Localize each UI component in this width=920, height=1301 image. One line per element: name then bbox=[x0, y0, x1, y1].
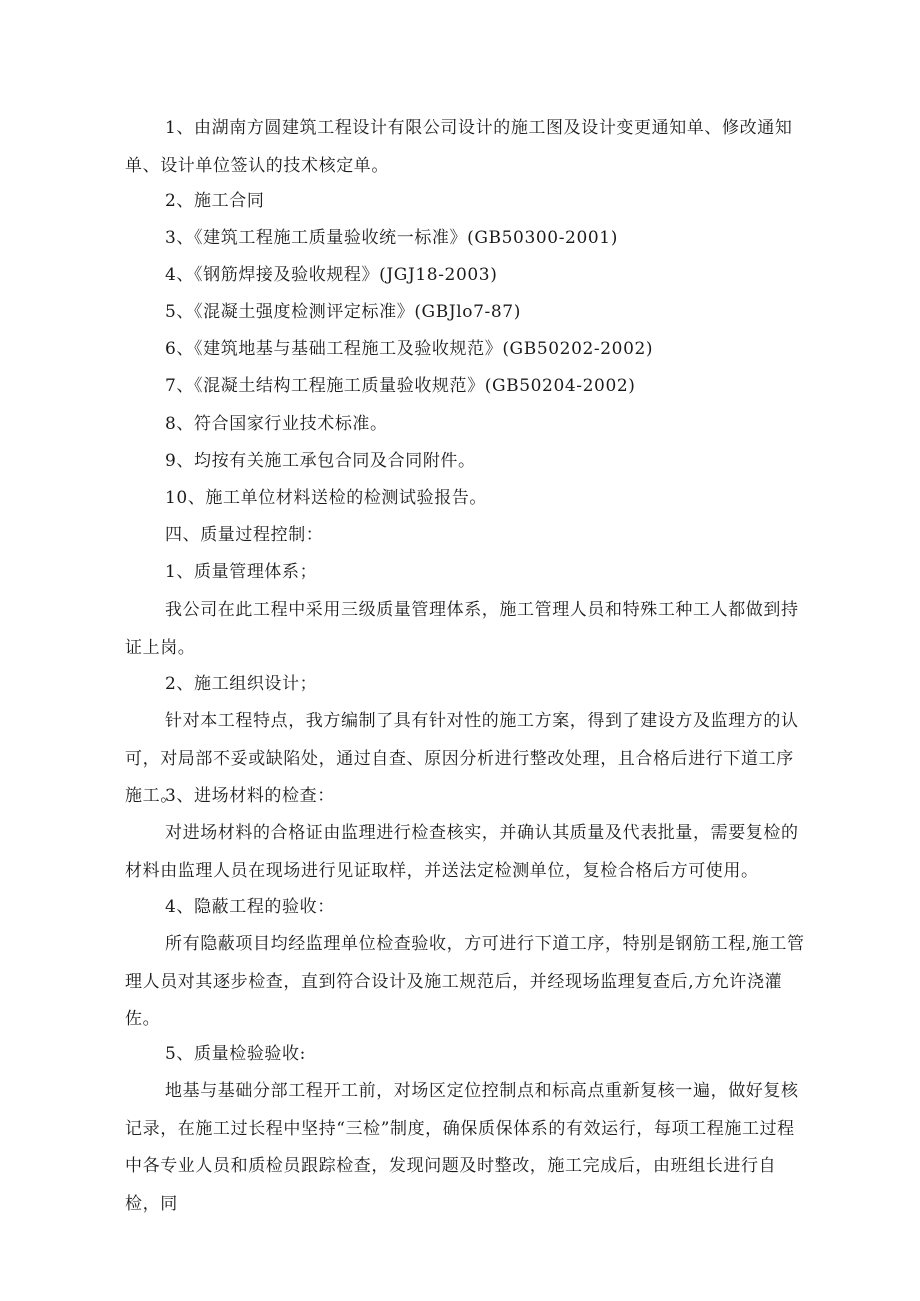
paragraph-basis-5: 5、《混凝土强度检测评定标准》(GBJlo7-87) bbox=[165, 302, 521, 322]
paragraph-construction-design: 针对本工程特点，我方编制了具有针对性的施工方案，得到了建设方及监理方的认可，对局部不妥或缺陷处，通过自查、原因分析进行整改处理，且合格后进行下道工序施工。 bbox=[125, 711, 799, 806]
paragraph-basis-6: 6、《建筑地基与基础工程施工及验收规范》(GB50202-2002) bbox=[165, 339, 654, 359]
paragraph-basis-4: 4、《钢筋焊接及验收规程》(JGJ18-2003) bbox=[165, 265, 498, 285]
subheading-quality-system: 1、质量管理体系； bbox=[165, 562, 318, 582]
subheading-construction-design: 2、施工组织设计； bbox=[165, 674, 318, 694]
subheading-material-inspection: 3、进场材料的检查： bbox=[165, 786, 335, 806]
paragraph-material-inspection: 对进场材料的合格证由监理进行检查核实，并确认其质量及代表批量，需要复检的材料由监理人员在现场进行见证取样，并送法定检测单位，复检合格后方可使用。 bbox=[125, 823, 799, 881]
paragraph-basis-2: 2、施工合同 bbox=[165, 191, 265, 211]
paragraph-basis-9: 9、均按有关施工承包合同及合同附件。 bbox=[165, 451, 476, 471]
section-heading-quality-control: 四、质量过程控制： bbox=[165, 525, 324, 545]
paragraph-basis-7: 7、《混凝土结构工程施工质量验收规范》(GB50204-2002) bbox=[165, 376, 636, 396]
paragraph-basis-3: 3、《建筑工程施工质量验收统一标准》(GB50300-2001) bbox=[165, 228, 618, 248]
paragraph-quality-system: 我公司在此工程中采用三级质量管理体系，施工管理人员和特殊工种工人都做到持证上岗。 bbox=[125, 600, 799, 658]
paragraph-concealed-works: 所有隐蔽项目均经监理单位检查验收，方可进行下道工序，特别是钢筋工程,施工管理人员对其逐步检查，直到符合设计及施工规范后，并经现场监理复查后,方允许浇灌佐。 bbox=[125, 934, 805, 1029]
subheading-quality-acceptance: 5、质量检验验收: bbox=[165, 1044, 306, 1064]
paragraph-basis-10: 10、施工单位材料送检的检测试验报告。 bbox=[165, 488, 488, 508]
paragraph-basis-8: 8、符合国家行业技术标准。 bbox=[165, 414, 388, 434]
subheading-concealed-works: 4、隐蔽工程的验收： bbox=[165, 897, 335, 917]
paragraph-quality-acceptance: 地基与基础分部工程开工前，对场区定位控制点和标高点重新复核一遍，做好复核记录，在施工过长程中坚持“三检”制度，确保质保体系的有效运行，每项工程施工过程中各专业人员和质检员跟踪检查，发现问题及时整改，施工完成后，由班组长进行自检，同 bbox=[125, 1081, 799, 1214]
paragraph-basis-1: 1、由湖南方圆建筑工程设计有限公司设计的施工图及设计变更通知单、修改通知单、设计单位签认的技术核定单。 bbox=[125, 118, 793, 176]
